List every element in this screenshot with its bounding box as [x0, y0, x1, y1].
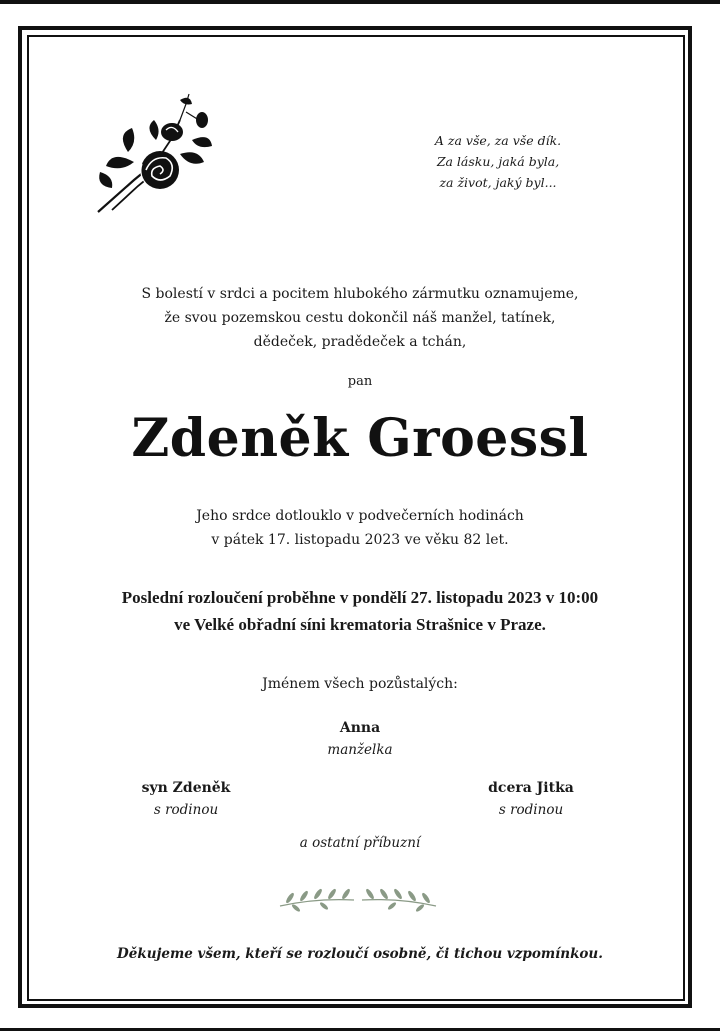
farewell-details [40, 584, 680, 638]
rose-icon [94, 92, 234, 214]
deceased-name: Zdeněk Groessl [131, 408, 589, 469]
son-role: s rodinou [153, 802, 219, 818]
daughter-name: dcera Jitka [488, 780, 574, 796]
death-line-2: v pátek 17. listopadu 2023 ve věku 82 let. [211, 532, 509, 548]
wife-role: manželka [327, 742, 393, 758]
farewell-line-2: ve Velké obřadní síni krematoria Strašnice v Praze. [174, 615, 546, 634]
death-details [40, 504, 680, 552]
announcement-line-3: dědeček, pradědeček a tchán, [253, 334, 467, 350]
poem-line-1: A za vše, za vše dík. [434, 133, 562, 148]
poem [398, 130, 598, 193]
announcement-line-1: S bolestí v srdci a pocitem hlubokého zármutku oznamujeme, [141, 286, 579, 302]
son-name: syn Zdeněk [141, 780, 231, 796]
other-relatives: a ostatní příbuzní [299, 835, 421, 851]
death-line-1: Jeho srdce dotlouklo v podvečerních hodinách [196, 508, 524, 524]
olive-branch-icon [276, 886, 440, 914]
daughter-role: s rodinou [498, 802, 564, 818]
top-rule [0, 0, 720, 4]
poem-line-3: za život, jaký byl... [439, 175, 557, 190]
farewell-line-1: Poslední rozloučení proběhne v pondělí 27. listopadu 2023 v 10:00 [121, 588, 599, 607]
thanks-note: Děkujeme všem, kteří se rozloučí osobně, či tichou vzpomínkou. [117, 946, 603, 962]
announcement-text [40, 282, 680, 354]
wife-name: Anna [339, 720, 381, 736]
bottom-rule [0, 1028, 720, 1031]
announcement-line-2: že svou pozemskou cestu dokončil náš manžel, tatínek, [164, 310, 556, 326]
behalf-heading: Jménem všech pozůstalých: [262, 676, 458, 692]
poem-line-2: Za lásku, jaká byla, [436, 154, 560, 169]
salutation: pan [347, 374, 373, 389]
